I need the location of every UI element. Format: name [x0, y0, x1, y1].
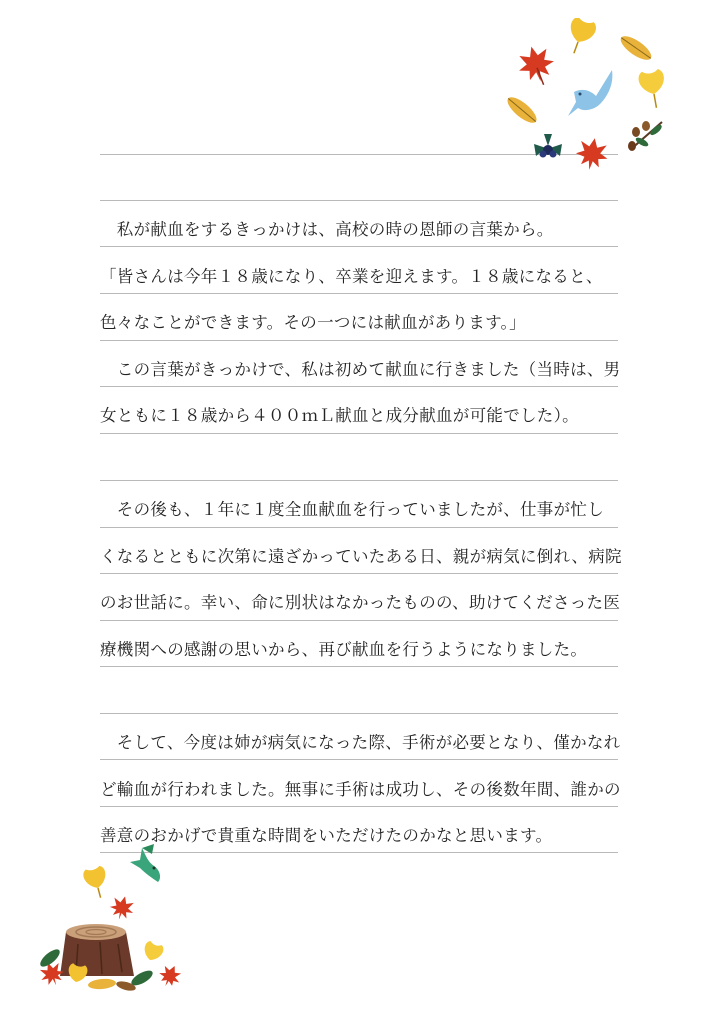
- ginkgo-leaf-icon: [141, 940, 165, 963]
- autumn-decoration-bottom-left: [30, 836, 200, 996]
- text-line: その後も、１年に１度全血献血を行っていましたが、仕事が忙し: [100, 500, 604, 519]
- text-line: くなるとともに次第に遠ざかっていたある日、親が病気に倒れ、病院: [100, 547, 622, 566]
- text-line: 「皆さんは今年１８歳になり、卒業を迎えます。１８歳になると、: [100, 267, 603, 286]
- text-line: 私が献血をするきっかけは、高校の時の恩師の言葉から。: [100, 220, 554, 239]
- text-line: 療機関への感謝の思いから、再び献血を行うようになりました。: [100, 640, 588, 659]
- berries-icon: [534, 134, 562, 158]
- rule-line: [100, 480, 618, 481]
- autumn-decoration-top-right: [500, 18, 690, 178]
- text-line: この言葉がきっかけで、私は初めて献血に行きました（当時は、男: [100, 360, 621, 379]
- bird-icon: [568, 70, 612, 116]
- ginkgo-leaf-icon: [82, 865, 111, 901]
- rule-line: [100, 200, 618, 201]
- text-line: 善意のおかげで貴重な時間をいただけたのかなと思います。: [100, 826, 553, 845]
- text-line: 女ともに１８歳から４００ｍＬ献血と成分献血が可能でした）。: [100, 406, 579, 425]
- ginkgo-leaf-icon: [504, 93, 541, 127]
- ginkgo-leaf-icon: [562, 18, 598, 58]
- ginkgo-leaf-icon: [637, 68, 669, 110]
- text-line: 色々なことができます。その一つには献血があります。」: [100, 313, 526, 332]
- ginkgo-leaf-icon: [617, 32, 655, 64]
- bird-icon: [130, 844, 160, 882]
- maple-leaf-icon: [514, 42, 559, 90]
- acorn-branch-icon: [628, 121, 663, 151]
- maple-leaf-icon: [573, 135, 610, 172]
- rule-line: [100, 713, 618, 714]
- maple-leaf-icon: [155, 961, 184, 990]
- ginkgo-leaf-icon: [88, 978, 117, 990]
- maple-leaf-icon: [107, 893, 136, 922]
- text-line: ど輸血が行われました。無事に手術は成功し、その後数年間、誰かの: [100, 780, 621, 799]
- text-line: そして、今度は姉が病気になった際、手術が必要となり、僅かなれ: [100, 733, 621, 752]
- text-line: のお世話に。幸い、命に別状はなかったものの、助けてくださった医: [100, 593, 621, 612]
